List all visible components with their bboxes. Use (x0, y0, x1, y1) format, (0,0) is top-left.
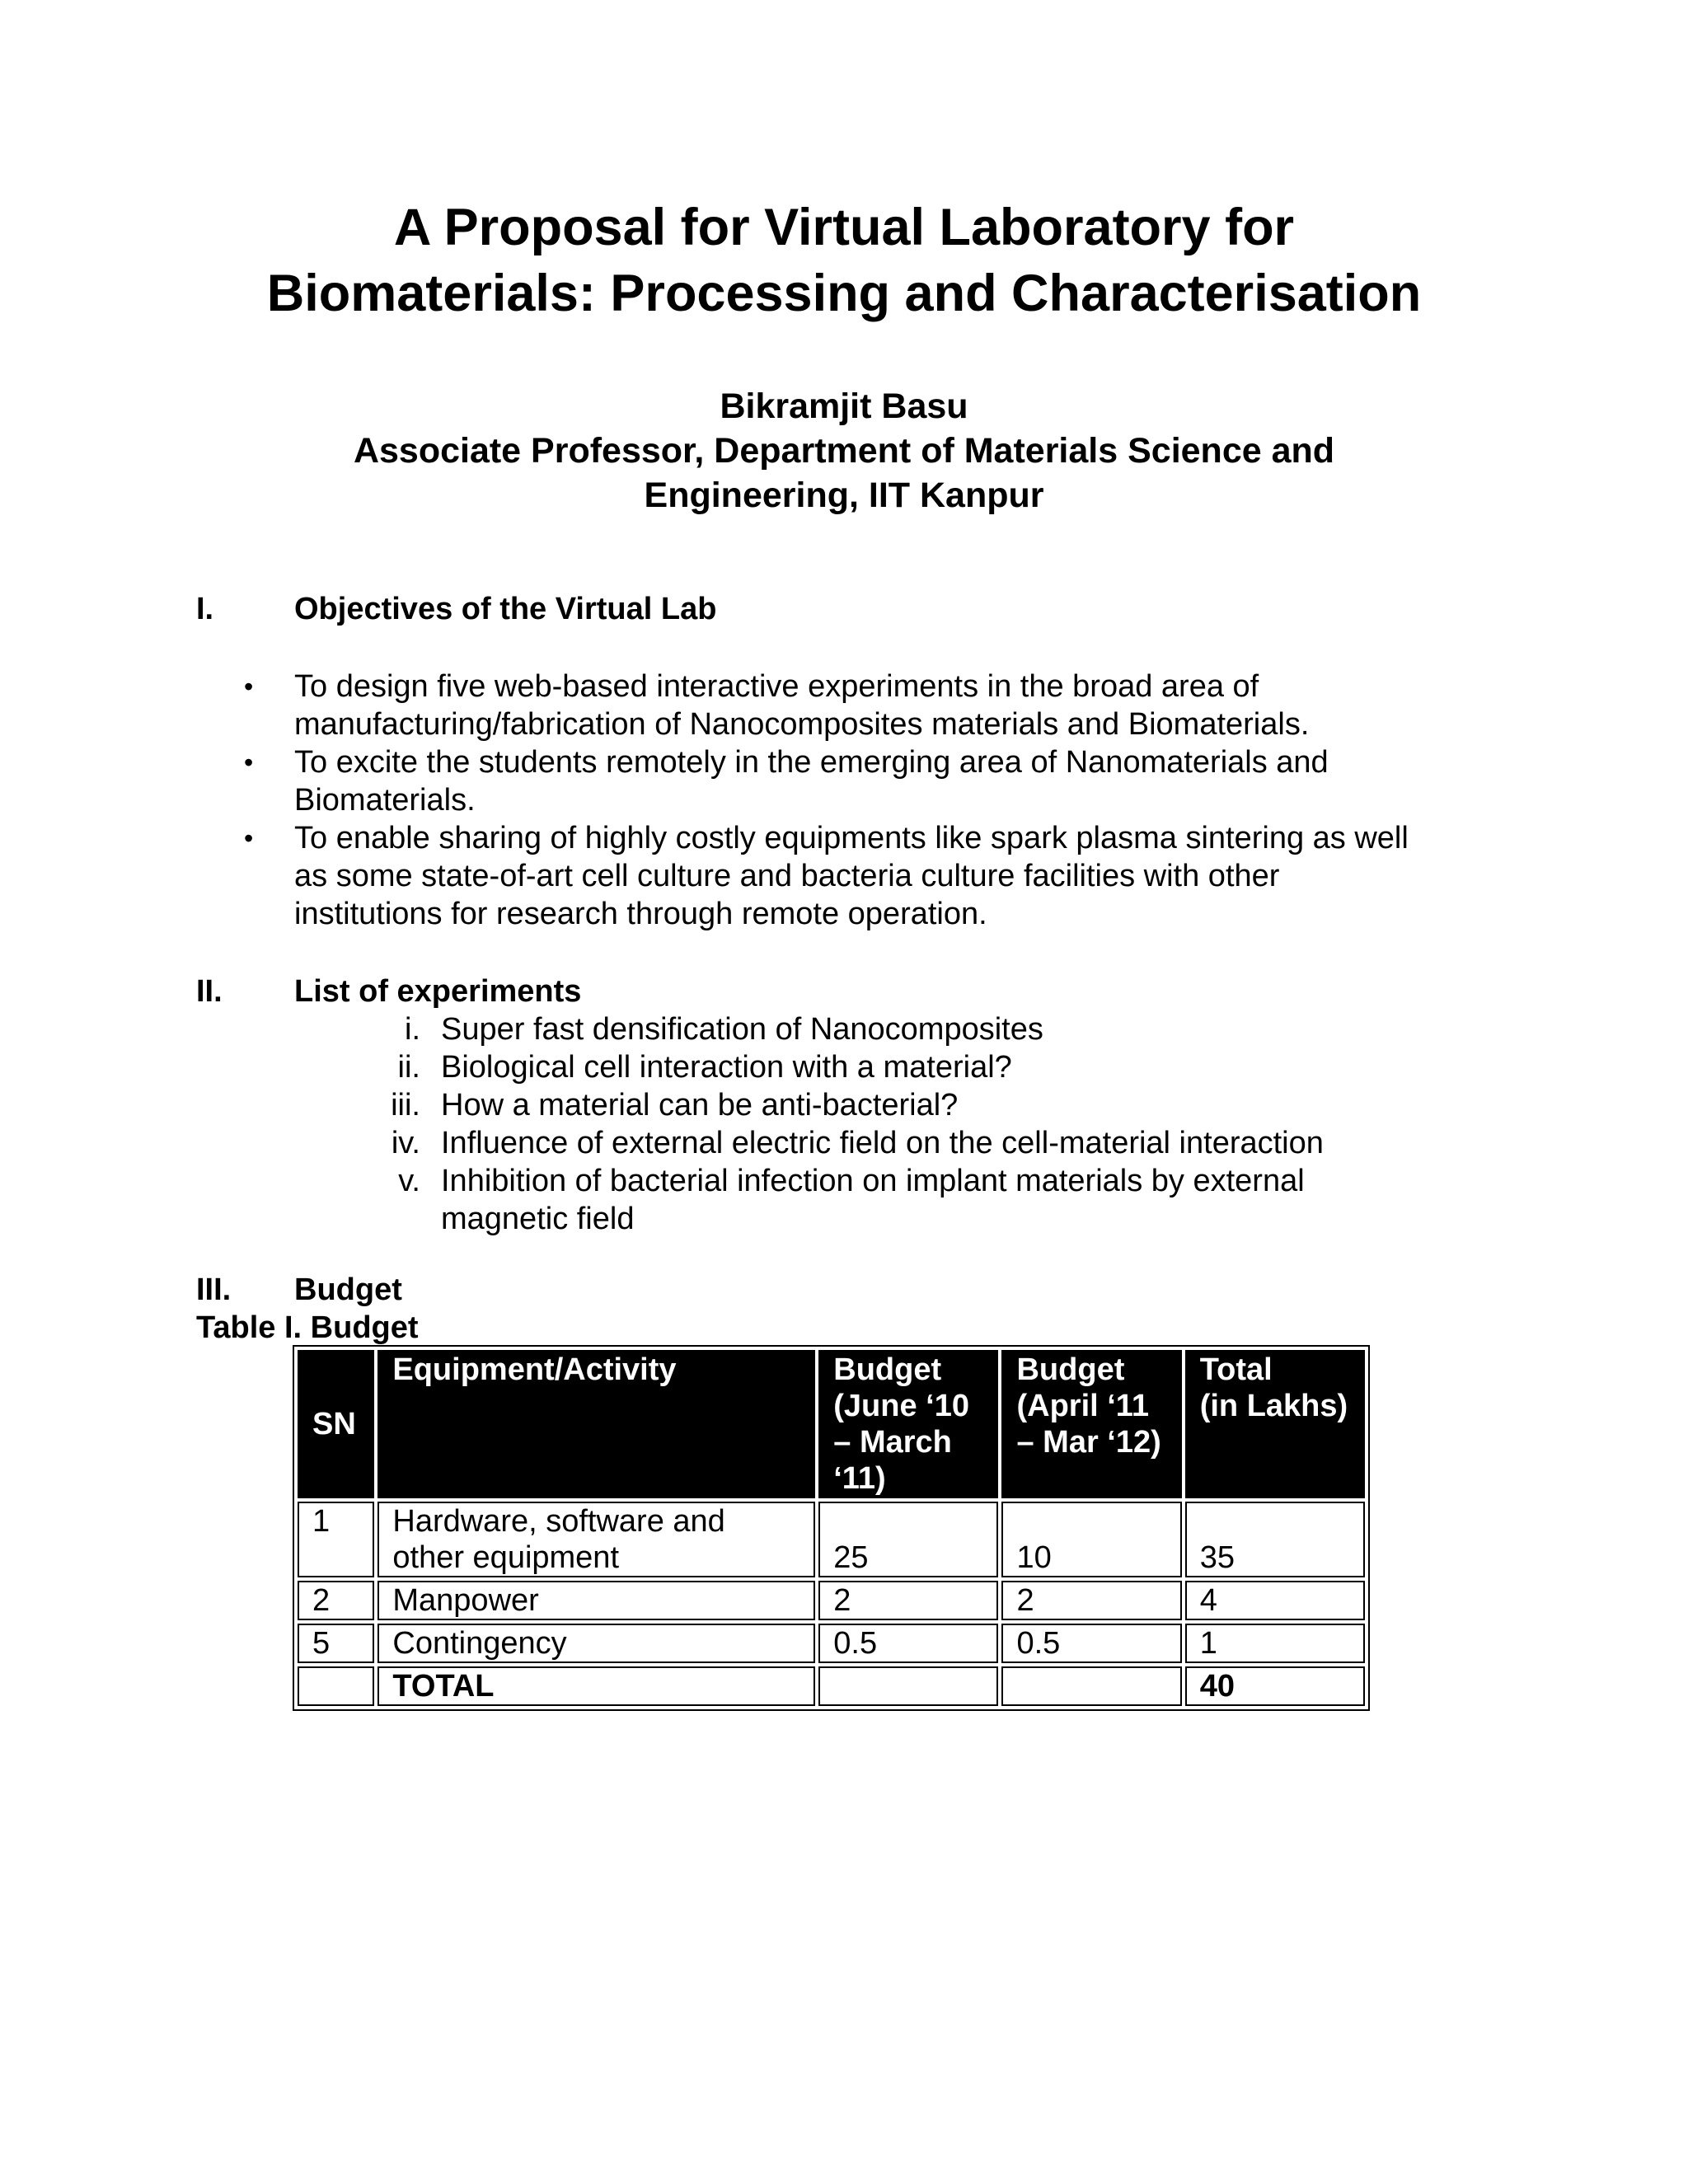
cell-budget-1 (818, 1666, 998, 1706)
cell-activity: Contingency (377, 1624, 815, 1663)
cell-total: 1 (1185, 1624, 1365, 1663)
section-1-title: Objectives of the Virtual Lab (294, 592, 717, 626)
header-sn: SN (298, 1350, 374, 1498)
cell-activity-line: other equipment (392, 1540, 620, 1575)
title-line-2: Biomaterials: Processing and Characterisation (266, 265, 1422, 322)
author-affiliation-line-2: Engineering, IIT Kanpur (644, 476, 1044, 515)
experiment-text: How a material can be anti-bacterial? (441, 1088, 959, 1122)
section-3-number: III. (196, 1272, 232, 1307)
experiment-text: Super fast densification of Nanocomposites (441, 1012, 1043, 1047)
experiment-text-continued: magnetic field (441, 1202, 635, 1236)
table-row (298, 1624, 1365, 1663)
cell-sn: 1 (298, 1502, 374, 1577)
cell-budget-1: 0.5 (818, 1624, 998, 1663)
header-budget-1-line: ‘11) (833, 1461, 886, 1496)
header-total-line: Total (1199, 1352, 1273, 1387)
cell-total-label: TOTAL (377, 1666, 815, 1706)
cell-activity-line: Hardware, software and (392, 1504, 725, 1539)
table-total-row (298, 1666, 1365, 1706)
table-row (298, 1502, 1365, 1577)
header-budget-1-line: (June ‘10 (833, 1389, 969, 1423)
header-budget-1-line: Budget (833, 1352, 942, 1387)
header-activity: Equipment/Activity (377, 1350, 815, 1498)
header-total-line: (in Lakhs) (1199, 1389, 1348, 1423)
cell-budget-2: 0.5 (1001, 1624, 1181, 1663)
budget-table (293, 1345, 1370, 1711)
objective-3-line-3: institutions for research through remote operation. (294, 897, 987, 931)
header-budget-2 (1001, 1350, 1181, 1498)
cell-budget-1: 2 (818, 1581, 998, 1620)
cell-sn (298, 1666, 374, 1706)
bullet-icon: • (244, 823, 254, 853)
section-3-title: Budget (294, 1272, 402, 1307)
header-budget-2-line: Budget (1016, 1352, 1125, 1387)
experiment-text: Biological cell interaction with a material? (441, 1050, 1012, 1085)
cell-grand-total: 40 (1185, 1666, 1365, 1706)
cell-budget-1: 25 (818, 1502, 998, 1577)
table-header-row (298, 1350, 1365, 1498)
cell-budget-2 (1001, 1666, 1181, 1706)
cell-sn: 2 (298, 1581, 374, 1620)
objective-1-line-1: To design five web-based interactive experiments in the broad area of (294, 669, 1259, 704)
objective-3-line-2: as some state-of-art cell culture and bacteria culture facilities with other (294, 859, 1280, 893)
header-budget-2-line: (April ‘11 (1016, 1389, 1149, 1423)
experiment-numeral: ii. (397, 1050, 420, 1085)
author-name: Bikramjit Basu (720, 387, 968, 426)
bullet-icon: • (244, 748, 254, 777)
experiment-numeral: iv. (391, 1126, 420, 1160)
experiment-text: Inhibition of bacterial infection on implant materials by external (441, 1164, 1305, 1198)
cell-total: 35 (1185, 1502, 1365, 1577)
document-title (0, 194, 1688, 326)
cell-total: 4 (1185, 1581, 1365, 1620)
experiment-numeral: i. (405, 1012, 420, 1047)
cell-activity: Manpower (377, 1581, 815, 1620)
cell-sn: 5 (298, 1624, 374, 1663)
section-1-number: I. (196, 592, 214, 626)
objective-1-line-2: manufacturing/fabrication of Nanocomposites materials and Biomaterials. (294, 707, 1310, 742)
title-line-1: A Proposal for Virtual Laboratory for (393, 199, 1295, 256)
objective-2-line-2: Biomaterials. (294, 783, 476, 818)
section-2-title: List of experiments (294, 974, 582, 1009)
section-2-number: II. (196, 974, 223, 1009)
experiment-numeral: iii. (391, 1088, 420, 1122)
cell-activity (377, 1502, 815, 1577)
author-block (0, 384, 1688, 518)
author-affiliation-line-1: Associate Professor, Department of Materials Science and (353, 431, 1335, 471)
header-total (1185, 1350, 1365, 1498)
objective-3-line-1: To enable sharing of highly costly equipments like spark plasma sintering as well (294, 821, 1409, 855)
cell-budget-2: 2 (1001, 1581, 1181, 1620)
experiment-text: Influence of external electric field on the cell-material interaction (441, 1126, 1324, 1160)
header-budget-2-line: – Mar ‘12) (1016, 1425, 1161, 1460)
experiment-numeral: v. (398, 1164, 420, 1198)
header-budget-1-line: – March (833, 1425, 952, 1460)
bullet-icon: • (244, 672, 254, 701)
cell-budget-2: 10 (1001, 1502, 1181, 1577)
table-caption: Table I. Budget (196, 1310, 419, 1345)
header-budget-1 (818, 1350, 998, 1498)
table-row (298, 1581, 1365, 1620)
objective-2-line-1: To excite the students remotely in the emerging area of Nanomaterials and (294, 745, 1329, 780)
